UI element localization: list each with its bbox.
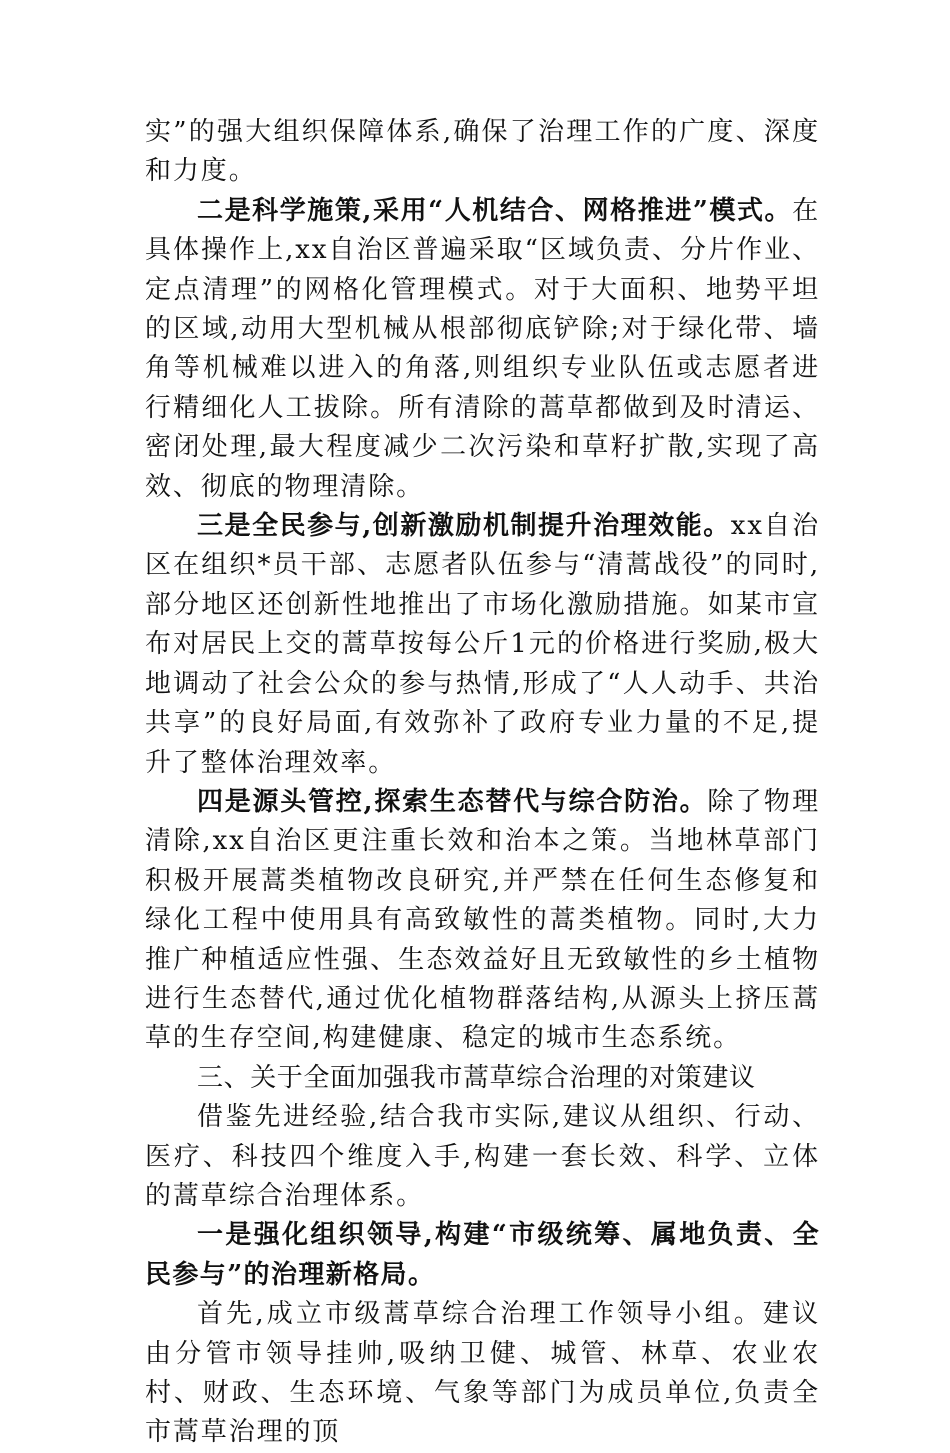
paragraph-continuation bbox=[145, 113, 820, 192]
paragraph-text: xx自治区在组织*员干部、志愿者队伍参与“清蒿战役”的同时,部分地区还创新性地推出了市场化激励措施。如某市宣布对居民上交的蒿草按每公斤1元的价格进行奖励,极大地调动了社会公众的参与热情,形成了“人人动手、共治共享”的良好局面,有效弥补了政府专业力量的不足,提升了整体治理效率。 bbox=[145, 511, 820, 778]
paragraph-leading-group bbox=[145, 1295, 820, 1453]
section-heading: 三、关于全面加强我市蒿草综合治理的对策建议 bbox=[197, 1062, 756, 1093]
paragraph-text: 在具体操作上,xx自治区普遍采取“区域负责、分片作业、定点清理”的网格化管理模式。对于大面积、地势平坦的区域,动用大型机械从根部彻底铲除;对于绿化带、墙角等机械难以进入的角落,则组织专业队伍或志愿者进行精细化人工拔除。所有清除的蒿草都做到及时清运、密闭处理,最大程度减少二次污染和草籽扩散,实现了高效、彻底的物理清除。 bbox=[145, 195, 820, 502]
paragraph-text: 除了物理清除,xx自治区更注重长效和治本之策。当地林草部门积极开展蒿类植物改良研究,并严禁在任何生态修复和绿化工程中使用具有高致敏性的蒿类植物。同时,大力推广种植适应性强、生态效益好且无致敏性的乡土植物进行生态替代,通过优化植物群落结构,从源头上挤压蒿草的生存空间,构建健康、稳定的城市生态系统。 bbox=[145, 786, 820, 1054]
paragraph-lead: 三是全民参与,创新激励机制提升治理效能。 bbox=[197, 511, 731, 542]
paragraph-text: 实”的强大组织保障体系,确保了治理工作的广度、深度和力度。 bbox=[145, 117, 820, 187]
paragraph-source-control bbox=[145, 783, 820, 1059]
paragraph-lead: 二是科学施策,采用“人机结合、网格推进”模式。 bbox=[197, 195, 793, 226]
paragraph-text: 首先,成立市级蒿草综合治理工作领导小组。建议由分管市领导挂帅,吸纳卫健、城管、林草、农业农村、财政、生态环境、气象等部门为成员单位,负责全市蒿草治理的顶 bbox=[145, 1299, 820, 1448]
paragraph-text: 借鉴先进经验,结合我市实际,建议从组织、行动、医疗、科技四个维度入手,构建一套长效、科学、立体的蒿草综合治理体系。 bbox=[145, 1102, 820, 1211]
document-body bbox=[145, 113, 820, 1453]
paragraph-intro-recommendations bbox=[145, 1098, 820, 1216]
paragraph-lead: 四是源头管控,探索生态替代与综合防治。 bbox=[197, 786, 708, 817]
paragraph-public-participation bbox=[145, 507, 820, 783]
paragraph-scientific-measures bbox=[145, 192, 820, 507]
subheading-organization: 一是强化组织领导,构建“市级统筹、属地负责、全民参与”的治理新格局。 bbox=[145, 1220, 820, 1290]
